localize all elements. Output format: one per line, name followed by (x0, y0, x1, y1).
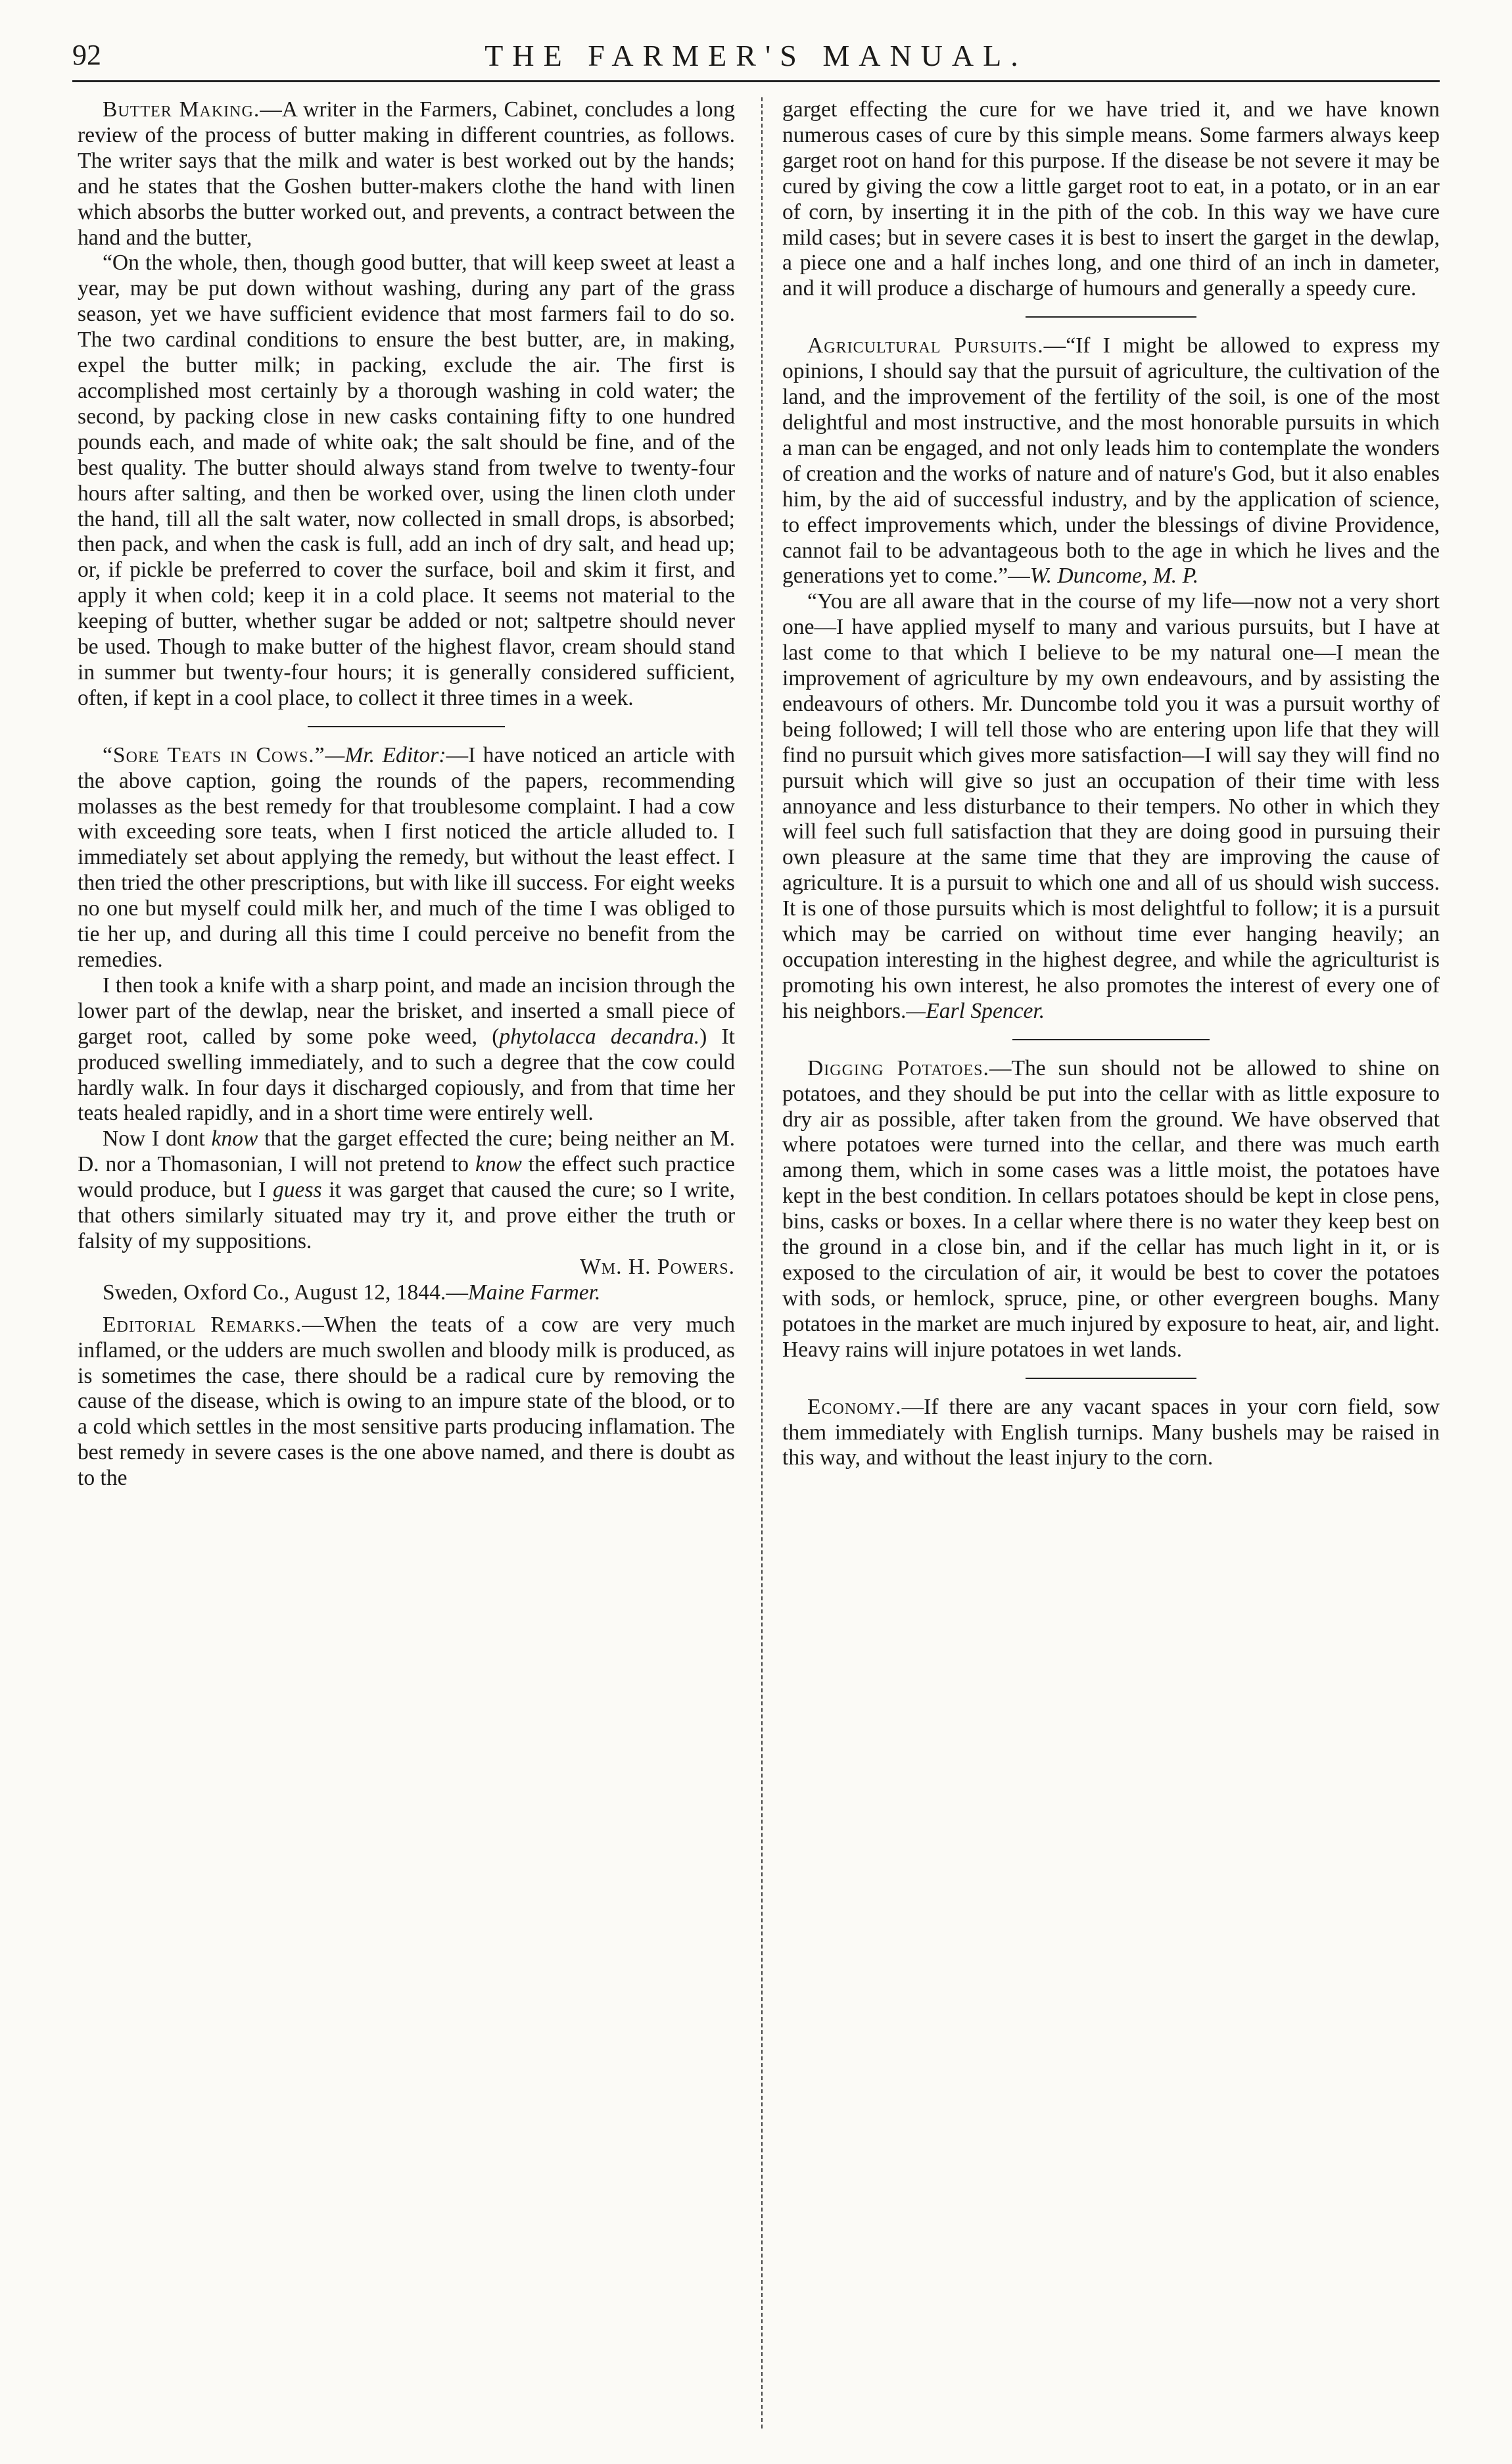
letter-signature: Wm. H. Powers. (580, 1254, 735, 1279)
editorial-remarks-paragraph (78, 1313, 735, 1491)
latin-name: phytolacca decandra. (499, 1024, 700, 1049)
economy-heading: Economy. (807, 1394, 902, 1419)
sore-teats-paragraph-1 (78, 743, 735, 973)
sore-teats-text-3b: that the garget effected the cure; being neither an M. D. nor a Thomasonian, I will not pretend to (78, 1126, 735, 1177)
section-rule (1026, 316, 1196, 318)
attribution-duncome: W. Duncome, M. P. (1029, 564, 1199, 589)
butter-making-paragraph (78, 97, 735, 251)
emphasis-guess: guess (272, 1178, 322, 1203)
sore-teats-text-2b: ) It produced swelling immediately, and to such a degree that the cow could hardly walk. In four days it discharged copiously, and from that time her teats healed rapidly, and in a short time were entirely well. (78, 1024, 735, 1126)
editorial-remarks-heading: Editorial Remarks. (103, 1312, 302, 1337)
running-title: THE FARMER'S MANUAL. (484, 39, 1028, 72)
sore-teats-paragraph-3 (78, 1126, 735, 1255)
page-number: 92 (72, 39, 101, 71)
sore-teats-text-3c: the effect such practice would produce, but I (78, 1152, 735, 1203)
section-rule (308, 726, 505, 727)
agricultural-pursuits-paragraph-2 (782, 589, 1440, 1024)
agricultural-pursuits-heading: Agricultural Pursuits. (807, 333, 1044, 358)
page-header (72, 38, 1440, 84)
economy-text: —If there are any vacant spaces in your corn field, sow them immediately with English turnips. Many bushels may be raised in this way, and without the least injury to the corn. (782, 1394, 1440, 1470)
section-rule (1026, 1378, 1196, 1379)
sore-teats-text-3d: it was garget that caused the cure; so I write, that others similarly situated may try it, and prove either the truth or falsity of my suppositions. (78, 1178, 735, 1253)
emphasis-know-2: know (475, 1152, 522, 1177)
left-column (78, 97, 735, 2438)
column-divider (761, 97, 763, 2428)
right-column (782, 97, 1440, 2438)
attribution-spencer: —Earl Spencer. (906, 998, 1045, 1023)
digging-potatoes-heading: Digging Potatoes. (807, 1055, 989, 1080)
economy-paragraph (782, 1395, 1440, 1472)
header-rule (72, 80, 1440, 82)
agricultural-pursuits-paragraph-1 (782, 333, 1440, 589)
dateline-text: Sweden, Oxford Co., August 12, 1844.— (103, 1280, 468, 1305)
source-name: Maine Farmer. (467, 1280, 601, 1305)
agricultural-pursuits-text-1: —“If I might be allowed to express my opinions, I should say that the pursuit of agriculture, the cultivation of the land, and the improvement of the fertility of the soil, is one of the most delightful and most instructive, and the most honorable pursuits in which a man can be engaged, and not only leads him to contemplate the wonders of creation and the works of nature and of nature's God, but it also enables him, by the aid of successful industry, and by the application of science, to effect improvements which, under the blessings of divine Providence, cannot fail to be advantageous both to the age in which he lives and the generations yet to come.”— (782, 333, 1440, 589)
butter-making-text-1: —A writer in the Farmers, Cabinet, concludes a long review of the process of butter making in different countries, as follows. The writer says that the milk and water is best worked out by the hands; and he states that the Goshen butter-makers clothe the hand with linen which absorbs the butter worked out, and prevents, a contract between the hand and the butter, (78, 97, 735, 250)
digging-potatoes-text: —The sun should not be allowed to shine on potatoes, and they should be put into the cellar with as little exposure to dry air as possible, after taken from the ground. We have observed that where potatoes were turned into the cellar, and there was much earth among them, which in some cases was a little moist, the potatoes have kept in the best condition. In cellars potatoes should be kept in close pens, bins, casks or boxes. In a cellar where there is no water they keep best on the ground in a close bin, and if the cellar has much light in it, or is exposed to the circulation of air, it would be best to cover the potatoes with sods, or hemlock, spruce, pine, or other evergreen boughs. Many potatoes in the market are much injured by exposure to heat, air, and light. Heavy rains will injure potatoes in wet lands. (782, 1055, 1440, 1362)
section-rule (1012, 1039, 1210, 1040)
agricultural-pursuits-text-2: “You are all aware that in the course of my life—now not a very short one—I have applied myself to many and various pursuits, but I have at last come to that which I believe to be my natural one—I mean the improvement of agriculture by my own endeavours, and by assisting the endeavours of others. Mr. Duncombe told you it was a pursuit worthy of being followed; I will tell those who are entering upon life that they will find no pursuit which gives more satisfaction—I will say they will find no pursuit which will give so just an occupation of their time with less annoyance and less disturbance to their tempers. No other in which they will feel such full satisfaction that they are doing good in pursuing their own pleasure at the same time that they are improving the cause of agriculture. It is a pursuit to which one and all of us should wish success. It is one of those pursuits which is most delightful to follow; it is a pursuit which may be carried on without time ever hanging heavily; an occupation interesting in the highest degree, and while the agriculturist is promoting his own interest, he also promotes the interest of every one of his neighbors. (782, 589, 1440, 1023)
sore-teats-salutation: —Mr. Editor: (325, 742, 446, 767)
editorial-remarks-text: —When the teats of a cow are very much inflamed, or the udders are much swollen and bloody milk is produced, as is sometimes the case, there should be a radical cure by removing the cause of the disease, which is owing to an impure state of the blood, or to a cold which settles in the most sensitive parts producing inflamation. The best remedy in severe cases is the one above named, and there is doubt as to the (78, 1312, 735, 1491)
editorial-remarks-continued: garget effecting the cure for we have tried it, and we have known numerous cases of cure by this simple means. Some farmers always keep garget root on hand for this purpose. If the disease be not severe it may be cured by giving the cow a little garget root to eat, in a potato, or in an ear of corn, by inserting it in the pith of the cob. In this way we have cure mild cases; but in severe cases it is best to insert the garget in the dewlap, a piece one and a half inches long, and one third of an inch in dameter, and it will produce a discharge of humours and generally a speedy cure. (782, 97, 1440, 301)
sore-teats-text-1: —I have noticed an article with the above caption, going the rounds of the papers, recommending molasses as the best remedy for that troublesome complaint. I had a cow with exceeding sore teats, when I first noticed the article alluded to. I immediately set about applying the remedy, but without the least effect. I then tried the other prescriptions, but with like ill success. For eight weeks no one but myself could milk her, and much of the time I was obliged to tie her up, and during all this time I could perceive no benefit from the remedies. (78, 742, 735, 972)
sore-teats-heading: “Sore Teats in Cows.” (103, 742, 325, 767)
emphasis-know: know (211, 1126, 258, 1151)
sore-teats-text-2a: I then took a knife with a sharp point, and made an incision through the lower part of the dewlap, near the brisket, and inserted a small piece of garget root, called by some poke weed, ( (78, 973, 735, 1049)
sore-teats-paragraph-2 (78, 973, 735, 1126)
letter-dateline (78, 1280, 735, 1306)
digging-potatoes-paragraph (782, 1056, 1440, 1363)
butter-making-text-2: “On the whole, then, though good butter, that will keep sweet at least a year, may be put down without washing, during any part of the grass season, yet we have sufficient evidence that most farmers fail to do so. The two cardinal conditions to ensure the best butter, are, in making, expel the butter milk; in packing, exclude the air. The first is accomplished most certainly by a thorough washing in cold water; the second, by packing close in new casks containing fifty to one hundred pounds each, and made of white oak; the salt should be fine, and of the best quality. The butter should always stand from twelve to twenty-four hours after salting, and then be worked over, using the linen cloth under the hand, till all the salt water, now collected in small drops, is absorbed; then pack, and when the cask is full, add an inch of dry salt, and head up; or, if pickle be preferred to cover the surface, boil and skim it first, and apply it when cold; keep it in a cold place. It seems not material to the keeping of butter, whether sugar be added or not; saltpetre should never be used. Though to make butter of the highest flavor, cream should stand in summer but twenty-four hours; it is generally considered sufficient, often, if kept in a cool place, to collect it three times in a week. (78, 251, 735, 710)
sore-teats-text-3a: Now I dont (103, 1126, 212, 1151)
butter-making-heading: Butter Making. (103, 97, 260, 122)
